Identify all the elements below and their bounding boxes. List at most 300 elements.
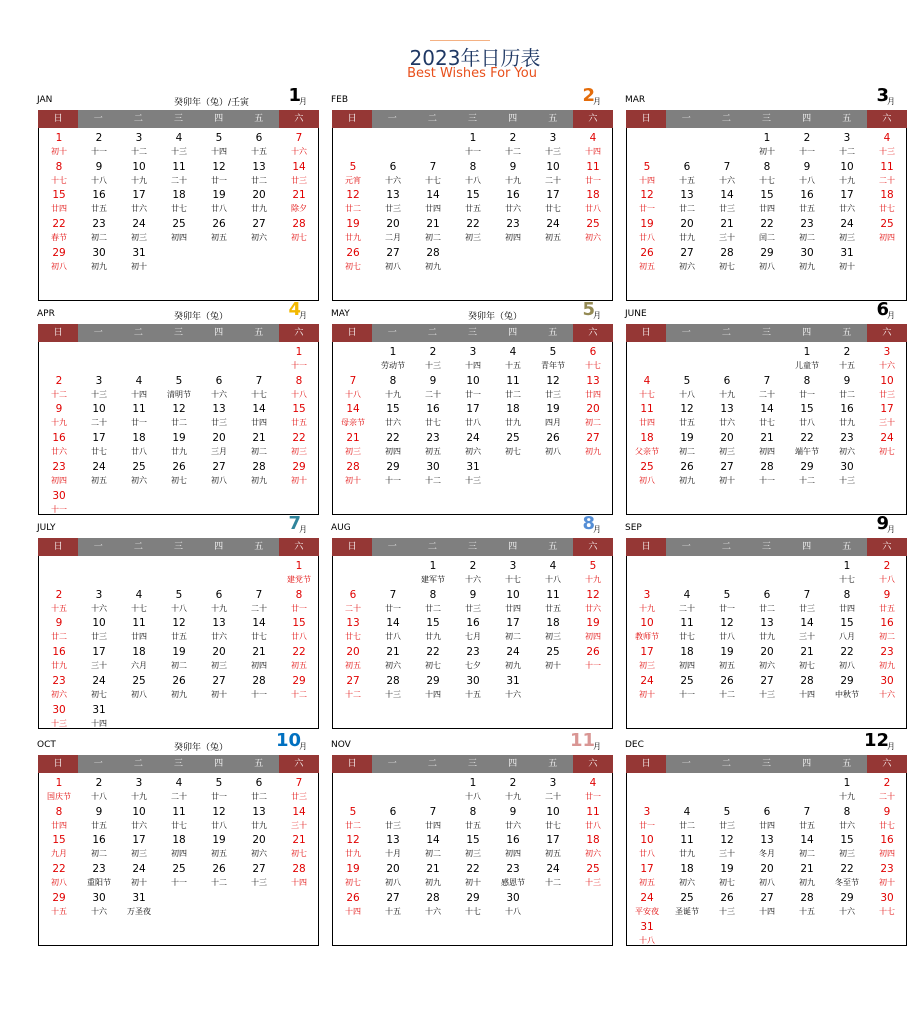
day-cell[interactable]	[199, 777, 239, 804]
day-cell[interactable]	[453, 432, 493, 459]
day-cell[interactable]	[79, 132, 119, 159]
day-cell[interactable]	[333, 646, 373, 673]
day-cell[interactable]	[39, 617, 79, 644]
day-cell[interactable]	[627, 806, 667, 833]
day-cell[interactable]	[573, 346, 613, 373]
day-cell[interactable]	[573, 646, 613, 673]
day-cell[interactable]	[413, 218, 453, 245]
day-cell[interactable]	[787, 403, 827, 430]
day-cell[interactable]	[373, 247, 413, 274]
day-cell[interactable]	[199, 161, 239, 188]
day-cell[interactable]	[373, 806, 413, 833]
day-cell[interactable]	[413, 589, 453, 616]
day-cell[interactable]	[119, 834, 159, 861]
day-cell[interactable]	[573, 589, 613, 616]
day-cell[interactable]	[867, 132, 907, 159]
day-cell[interactable]	[199, 617, 239, 644]
day-cell[interactable]	[707, 189, 747, 216]
day-cell[interactable]	[747, 806, 787, 833]
day-cell[interactable]	[747, 892, 787, 919]
day-cell[interactable]	[747, 161, 787, 188]
day-cell[interactable]	[533, 432, 573, 459]
day-cell[interactable]	[747, 863, 787, 890]
day-cell[interactable]	[79, 247, 119, 274]
day-cell[interactable]	[707, 403, 747, 430]
day-cell[interactable]	[747, 132, 787, 159]
day-cell[interactable]	[239, 646, 279, 673]
day-cell[interactable]	[79, 189, 119, 216]
day-cell[interactable]	[627, 675, 667, 702]
day-cell[interactable]	[787, 189, 827, 216]
day-cell[interactable]	[333, 834, 373, 861]
day-cell[interactable]	[667, 892, 707, 919]
day-cell[interactable]	[627, 403, 667, 430]
day-cell[interactable]	[827, 161, 867, 188]
day-cell[interactable]	[827, 560, 867, 587]
day-cell[interactable]	[159, 675, 199, 702]
day-cell[interactable]	[39, 892, 79, 919]
day-cell[interactable]	[239, 675, 279, 702]
day-cell[interactable]	[239, 834, 279, 861]
day-cell[interactable]	[667, 189, 707, 216]
day-cell[interactable]	[707, 863, 747, 890]
day-cell[interactable]	[747, 218, 787, 245]
day-cell[interactable]	[119, 617, 159, 644]
day-cell[interactable]	[787, 461, 827, 488]
day-cell[interactable]	[667, 834, 707, 861]
day-cell[interactable]	[667, 161, 707, 188]
day-cell[interactable]	[279, 161, 319, 188]
day-cell[interactable]	[279, 806, 319, 833]
day-cell[interactable]	[119, 403, 159, 430]
day-cell[interactable]	[573, 777, 613, 804]
day-cell[interactable]	[279, 777, 319, 804]
day-cell[interactable]	[827, 777, 867, 804]
day-cell[interactable]	[533, 218, 573, 245]
day-cell[interactable]	[39, 461, 79, 488]
day-cell[interactable]	[707, 461, 747, 488]
day-cell[interactable]	[493, 806, 533, 833]
day-cell[interactable]	[453, 346, 493, 373]
day-cell[interactable]	[159, 589, 199, 616]
day-cell[interactable]	[333, 161, 373, 188]
day-cell[interactable]	[279, 346, 319, 373]
day-cell[interactable]	[453, 132, 493, 159]
day-cell[interactable]	[787, 892, 827, 919]
day-cell[interactable]	[279, 218, 319, 245]
day-cell[interactable]	[239, 617, 279, 644]
day-cell[interactable]	[493, 675, 533, 702]
day-cell[interactable]	[867, 403, 907, 430]
day-cell[interactable]	[159, 806, 199, 833]
day-cell[interactable]	[533, 161, 573, 188]
day-cell[interactable]	[627, 646, 667, 673]
day-cell[interactable]	[119, 432, 159, 459]
day-cell[interactable]	[373, 432, 413, 459]
day-cell[interactable]	[159, 834, 199, 861]
day-cell[interactable]	[39, 675, 79, 702]
day-cell[interactable]	[333, 189, 373, 216]
day-cell[interactable]	[573, 806, 613, 833]
day-cell[interactable]	[573, 834, 613, 861]
day-cell[interactable]	[747, 247, 787, 274]
day-cell[interactable]	[373, 189, 413, 216]
day-cell[interactable]	[493, 189, 533, 216]
day-cell[interactable]	[79, 161, 119, 188]
day-cell[interactable]	[627, 189, 667, 216]
day-cell[interactable]	[159, 432, 199, 459]
day-cell[interactable]	[533, 346, 573, 373]
day-cell[interactable]	[373, 834, 413, 861]
day-cell[interactable]	[239, 589, 279, 616]
day-cell[interactable]	[827, 646, 867, 673]
day-cell[interactable]	[627, 375, 667, 402]
day-cell[interactable]	[867, 777, 907, 804]
day-cell[interactable]	[493, 589, 533, 616]
day-cell[interactable]	[239, 161, 279, 188]
day-cell[interactable]	[199, 675, 239, 702]
day-cell[interactable]	[747, 589, 787, 616]
day-cell[interactable]	[413, 247, 453, 274]
day-cell[interactable]	[627, 161, 667, 188]
day-cell[interactable]	[867, 834, 907, 861]
day-cell[interactable]	[159, 646, 199, 673]
day-cell[interactable]	[667, 218, 707, 245]
day-cell[interactable]	[239, 806, 279, 833]
day-cell[interactable]	[453, 161, 493, 188]
day-cell[interactable]	[199, 589, 239, 616]
day-cell[interactable]	[279, 589, 319, 616]
day-cell[interactable]	[827, 461, 867, 488]
day-cell[interactable]	[39, 646, 79, 673]
day-cell[interactable]	[39, 218, 79, 245]
day-cell[interactable]	[119, 189, 159, 216]
day-cell[interactable]	[119, 646, 159, 673]
day-cell[interactable]	[667, 675, 707, 702]
day-cell[interactable]	[39, 704, 79, 731]
day-cell[interactable]	[199, 189, 239, 216]
day-cell[interactable]	[79, 432, 119, 459]
day-cell[interactable]	[867, 863, 907, 890]
day-cell[interactable]	[39, 375, 79, 402]
day-cell[interactable]	[239, 461, 279, 488]
day-cell[interactable]	[79, 892, 119, 919]
day-cell[interactable]	[119, 806, 159, 833]
day-cell[interactable]	[79, 403, 119, 430]
day-cell[interactable]	[413, 834, 453, 861]
day-cell[interactable]	[627, 432, 667, 459]
day-cell[interactable]	[827, 375, 867, 402]
day-cell[interactable]	[199, 432, 239, 459]
day-cell[interactable]	[239, 432, 279, 459]
day-cell[interactable]	[373, 646, 413, 673]
day-cell[interactable]	[453, 461, 493, 488]
day-cell[interactable]	[747, 675, 787, 702]
day-cell[interactable]	[413, 189, 453, 216]
day-cell[interactable]	[493, 132, 533, 159]
day-cell[interactable]	[747, 432, 787, 459]
day-cell[interactable]	[453, 189, 493, 216]
day-cell[interactable]	[159, 461, 199, 488]
day-cell[interactable]	[787, 247, 827, 274]
day-cell[interactable]	[627, 617, 667, 644]
day-cell[interactable]	[747, 834, 787, 861]
day-cell[interactable]	[707, 617, 747, 644]
day-cell[interactable]	[39, 247, 79, 274]
day-cell[interactable]	[373, 375, 413, 402]
day-cell[interactable]	[827, 834, 867, 861]
day-cell[interactable]	[827, 589, 867, 616]
day-cell[interactable]	[119, 161, 159, 188]
day-cell[interactable]	[413, 646, 453, 673]
day-cell[interactable]	[453, 863, 493, 890]
day-cell[interactable]	[787, 863, 827, 890]
day-cell[interactable]	[79, 218, 119, 245]
day-cell[interactable]	[533, 403, 573, 430]
day-cell[interactable]	[279, 675, 319, 702]
day-cell[interactable]	[787, 161, 827, 188]
day-cell[interactable]	[199, 403, 239, 430]
day-cell[interactable]	[707, 834, 747, 861]
day-cell[interactable]	[787, 589, 827, 616]
day-cell[interactable]	[493, 560, 533, 587]
day-cell[interactable]	[39, 589, 79, 616]
day-cell[interactable]	[279, 432, 319, 459]
day-cell[interactable]	[573, 403, 613, 430]
day-cell[interactable]	[373, 161, 413, 188]
day-cell[interactable]	[573, 560, 613, 587]
day-cell[interactable]	[199, 375, 239, 402]
day-cell[interactable]	[239, 863, 279, 890]
day-cell[interactable]	[279, 834, 319, 861]
day-cell[interactable]	[493, 777, 533, 804]
day-cell[interactable]	[333, 218, 373, 245]
day-cell[interactable]	[279, 646, 319, 673]
day-cell[interactable]	[39, 806, 79, 833]
day-cell[interactable]	[119, 589, 159, 616]
day-cell[interactable]	[373, 461, 413, 488]
day-cell[interactable]	[867, 646, 907, 673]
day-cell[interactable]	[867, 218, 907, 245]
day-cell[interactable]	[573, 375, 613, 402]
day-cell[interactable]	[119, 777, 159, 804]
day-cell[interactable]	[627, 247, 667, 274]
day-cell[interactable]	[39, 403, 79, 430]
day-cell[interactable]	[199, 646, 239, 673]
day-cell[interactable]	[867, 560, 907, 587]
day-cell[interactable]	[533, 617, 573, 644]
day-cell[interactable]	[239, 403, 279, 430]
day-cell[interactable]	[573, 218, 613, 245]
day-cell[interactable]	[493, 892, 533, 919]
day-cell[interactable]	[413, 675, 453, 702]
day-cell[interactable]	[747, 375, 787, 402]
day-cell[interactable]	[867, 161, 907, 188]
day-cell[interactable]	[119, 675, 159, 702]
day-cell[interactable]	[119, 132, 159, 159]
day-cell[interactable]	[453, 892, 493, 919]
day-cell[interactable]	[239, 777, 279, 804]
day-cell[interactable]	[453, 589, 493, 616]
day-cell[interactable]	[667, 247, 707, 274]
day-cell[interactable]	[333, 675, 373, 702]
day-cell[interactable]	[39, 132, 79, 159]
day-cell[interactable]	[493, 403, 533, 430]
day-cell[interactable]	[239, 375, 279, 402]
day-cell[interactable]	[867, 675, 907, 702]
day-cell[interactable]	[333, 247, 373, 274]
day-cell[interactable]	[159, 132, 199, 159]
day-cell[interactable]	[333, 892, 373, 919]
day-cell[interactable]	[667, 432, 707, 459]
day-cell[interactable]	[159, 161, 199, 188]
day-cell[interactable]	[867, 432, 907, 459]
day-cell[interactable]	[79, 806, 119, 833]
day-cell[interactable]	[533, 646, 573, 673]
day-cell[interactable]	[493, 218, 533, 245]
day-cell[interactable]	[279, 560, 319, 587]
day-cell[interactable]	[333, 589, 373, 616]
day-cell[interactable]	[573, 132, 613, 159]
day-cell[interactable]	[79, 461, 119, 488]
day-cell[interactable]	[667, 863, 707, 890]
day-cell[interactable]	[79, 863, 119, 890]
day-cell[interactable]	[827, 863, 867, 890]
day-cell[interactable]	[787, 132, 827, 159]
day-cell[interactable]	[707, 218, 747, 245]
day-cell[interactable]	[533, 806, 573, 833]
day-cell[interactable]	[333, 432, 373, 459]
day-cell[interactable]	[413, 375, 453, 402]
day-cell[interactable]	[827, 189, 867, 216]
day-cell[interactable]	[239, 189, 279, 216]
day-cell[interactable]	[79, 589, 119, 616]
day-cell[interactable]	[159, 403, 199, 430]
day-cell[interactable]	[627, 589, 667, 616]
day-cell[interactable]	[373, 675, 413, 702]
day-cell[interactable]	[827, 806, 867, 833]
day-cell[interactable]	[199, 863, 239, 890]
day-cell[interactable]	[787, 834, 827, 861]
day-cell[interactable]	[747, 189, 787, 216]
day-cell[interactable]	[279, 132, 319, 159]
day-cell[interactable]	[79, 646, 119, 673]
day-cell[interactable]	[373, 589, 413, 616]
day-cell[interactable]	[787, 375, 827, 402]
day-cell[interactable]	[493, 432, 533, 459]
day-cell[interactable]	[413, 806, 453, 833]
day-cell[interactable]	[333, 403, 373, 430]
day-cell[interactable]	[867, 892, 907, 919]
day-cell[interactable]	[373, 403, 413, 430]
day-cell[interactable]	[279, 189, 319, 216]
day-cell[interactable]	[627, 834, 667, 861]
day-cell[interactable]	[79, 777, 119, 804]
day-cell[interactable]	[867, 375, 907, 402]
day-cell[interactable]	[119, 247, 159, 274]
day-cell[interactable]	[707, 675, 747, 702]
day-cell[interactable]	[453, 834, 493, 861]
day-cell[interactable]	[533, 589, 573, 616]
day-cell[interactable]	[373, 892, 413, 919]
day-cell[interactable]	[493, 375, 533, 402]
day-cell[interactable]	[333, 375, 373, 402]
day-cell[interactable]	[413, 403, 453, 430]
day-cell[interactable]	[827, 892, 867, 919]
day-cell[interactable]	[79, 834, 119, 861]
day-cell[interactable]	[413, 863, 453, 890]
day-cell[interactable]	[199, 218, 239, 245]
day-cell[interactable]	[747, 646, 787, 673]
day-cell[interactable]	[867, 189, 907, 216]
day-cell[interactable]	[707, 247, 747, 274]
day-cell[interactable]	[413, 346, 453, 373]
day-cell[interactable]	[533, 560, 573, 587]
day-cell[interactable]	[453, 375, 493, 402]
day-cell[interactable]	[667, 589, 707, 616]
day-cell[interactable]	[373, 617, 413, 644]
day-cell[interactable]	[453, 617, 493, 644]
day-cell[interactable]	[533, 834, 573, 861]
day-cell[interactable]	[79, 675, 119, 702]
day-cell[interactable]	[533, 375, 573, 402]
day-cell[interactable]	[707, 589, 747, 616]
day-cell[interactable]	[533, 863, 573, 890]
day-cell[interactable]	[413, 461, 453, 488]
day-cell[interactable]	[453, 806, 493, 833]
day-cell[interactable]	[787, 646, 827, 673]
day-cell[interactable]	[119, 892, 159, 919]
day-cell[interactable]	[493, 617, 533, 644]
day-cell[interactable]	[39, 161, 79, 188]
day-cell[interactable]	[533, 189, 573, 216]
day-cell[interactable]	[159, 863, 199, 890]
day-cell[interactable]	[39, 863, 79, 890]
day-cell[interactable]	[787, 432, 827, 459]
day-cell[interactable]	[79, 704, 119, 731]
day-cell[interactable]	[39, 834, 79, 861]
day-cell[interactable]	[39, 490, 79, 517]
day-cell[interactable]	[787, 806, 827, 833]
day-cell[interactable]	[453, 403, 493, 430]
day-cell[interactable]	[707, 646, 747, 673]
day-cell[interactable]	[79, 617, 119, 644]
day-cell[interactable]	[573, 432, 613, 459]
day-cell[interactable]	[667, 375, 707, 402]
day-cell[interactable]	[333, 461, 373, 488]
day-cell[interactable]	[827, 346, 867, 373]
day-cell[interactable]	[787, 675, 827, 702]
day-cell[interactable]	[867, 617, 907, 644]
day-cell[interactable]	[867, 589, 907, 616]
day-cell[interactable]	[867, 806, 907, 833]
day-cell[interactable]	[707, 161, 747, 188]
day-cell[interactable]	[667, 617, 707, 644]
day-cell[interactable]	[413, 892, 453, 919]
day-cell[interactable]	[667, 806, 707, 833]
day-cell[interactable]	[239, 218, 279, 245]
day-cell[interactable]	[159, 777, 199, 804]
day-cell[interactable]	[787, 617, 827, 644]
day-cell[interactable]	[493, 161, 533, 188]
day-cell[interactable]	[627, 461, 667, 488]
day-cell[interactable]	[119, 863, 159, 890]
day-cell[interactable]	[199, 806, 239, 833]
day-cell[interactable]	[39, 189, 79, 216]
day-cell[interactable]	[373, 863, 413, 890]
day-cell[interactable]	[627, 921, 667, 948]
day-cell[interactable]	[493, 346, 533, 373]
